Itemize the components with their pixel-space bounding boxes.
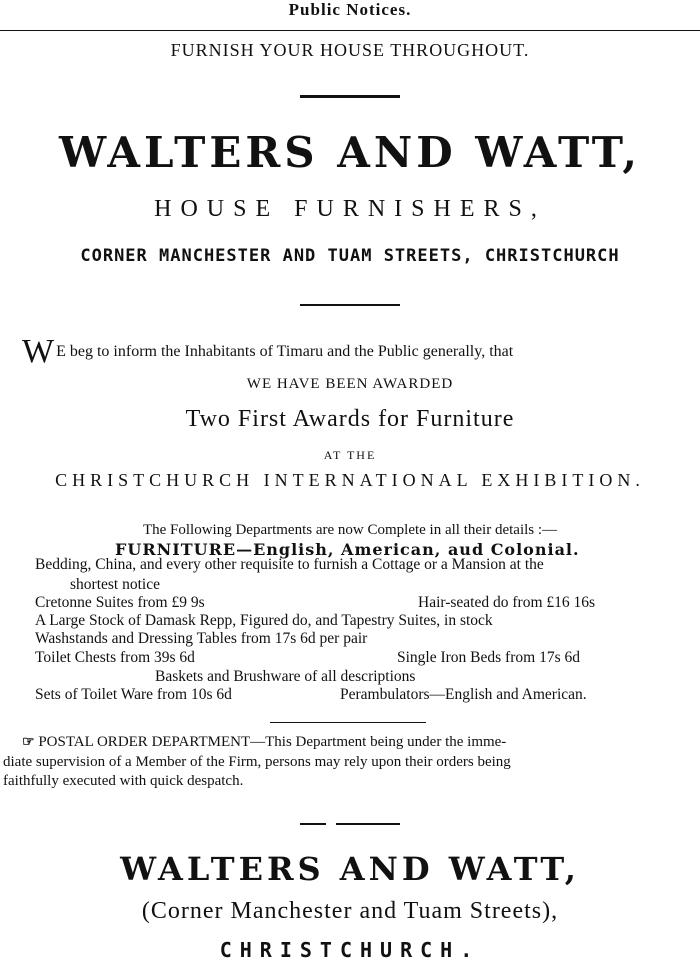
washstands-item: Washstands and Dressing Tables from 17s 6d per pair	[35, 630, 368, 647]
divider	[300, 95, 400, 98]
furniture-line: FURNITURE—English, American, aud Colonial.	[115, 540, 580, 559]
intro-paragraph	[22, 333, 514, 370]
drop-cap: W	[22, 333, 55, 370]
awards-heading: Two First Awards for Furniture	[185, 406, 515, 432]
postal-line	[22, 734, 506, 751]
postal-line-3: faithfully executed with quick despatch.	[3, 773, 244, 789]
postal-line-2: diate supervision of a Member of the Firm, persons may rely upon their orders being	[3, 754, 511, 770]
footer-corner: (Corner Manchester and Tuam Streets),	[141, 898, 559, 924]
intro-text: E beg to inform the Inhabitants of Timaru and the Public generally, that	[56, 343, 514, 360]
address-line: CORNER MANCHESTER AND TUAM STREETS, CHRISTCHURCH	[80, 246, 620, 266]
section-title: Public Notices.	[288, 0, 412, 19]
trade-line: HOUSE FURNISHERS,	[154, 196, 546, 222]
exhibition-line: CHRISTCHURCH INTERNATIONAL EXHIBITION.	[55, 470, 645, 490]
toilet-ware-item: Sets of Toilet Ware from 10s 6d	[35, 686, 232, 703]
at-the-line: AT THE	[323, 448, 377, 462]
perambulators-item: Perambulators—English and American.	[340, 686, 587, 703]
departments-intro: The Following Departments are now Complete in all their details :—	[142, 522, 558, 538]
footer-firm-name: WALTERS AND WATT,	[120, 850, 580, 888]
cretonne-item: Cretonne Suites from £9 9s	[35, 594, 205, 611]
header-rule	[0, 30, 700, 31]
divider-right-segment	[336, 823, 400, 825]
damask-item: A Large Stock of Damask Repp, Figured do, and Tapestry Suites, in stock	[35, 612, 493, 629]
firm-name: WALTERS AND WATT,	[58, 128, 642, 177]
hair-seated-item: Hair-seated do from £16 16s	[418, 594, 596, 611]
tagline: FURNISH YOUR HOUSE THROUGHOUT.	[170, 40, 530, 60]
divider	[270, 722, 426, 723]
divider	[300, 304, 400, 306]
awarded-line: WE HAVE BEEN AWARDED	[246, 376, 454, 392]
iron-beds-item: Single Iron Beds from 17s 6d	[397, 649, 580, 666]
bedding-line-continued: shortest notice	[70, 576, 160, 593]
pointing-hand-icon: ☞	[22, 735, 35, 750]
toilet-chests-item: Toilet Chests from 39s 6d	[35, 649, 195, 666]
divider-left-segment	[300, 823, 326, 825]
footer-city: CHRISTCHURCH.	[219, 938, 481, 962]
bedding-line: Bedding, China, and every other requisite to furnish a Cottage or a Mansion at the	[35, 556, 544, 573]
postal-text: POSTAL ORDER DEPARTMENT—This Department being under the imme-	[38, 734, 507, 750]
baskets-item: Baskets and Brushware of all descriptions	[155, 668, 416, 685]
